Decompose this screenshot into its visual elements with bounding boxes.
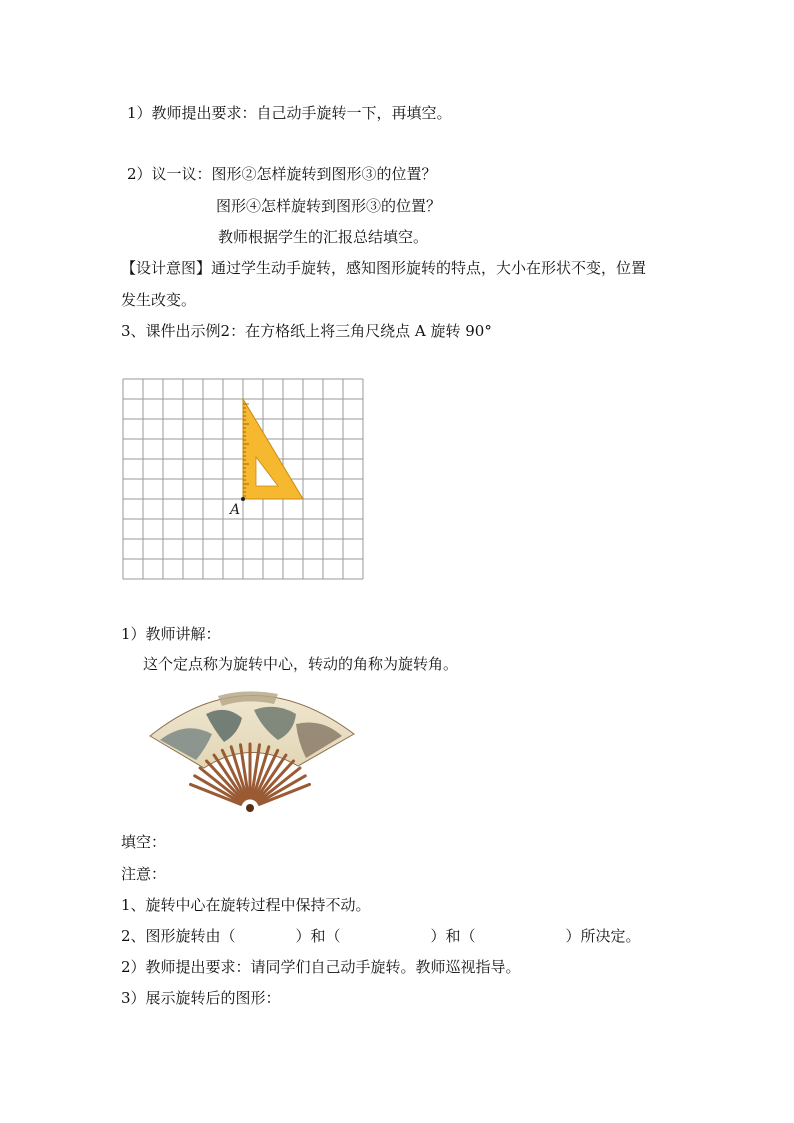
line-note: 注意： — [121, 865, 167, 883]
point-a-label: A — [230, 502, 241, 518]
line-example-2: 3、课件出示例2：在方格纸上将三角尺绕点 A 旋转 90° — [121, 322, 492, 340]
triangle-ruler — [243, 399, 303, 499]
line-discuss-2: 图形④怎样旋转到图形③的位置？ — [216, 197, 442, 215]
fan-image — [146, 684, 360, 816]
point-a-dot — [241, 497, 245, 501]
line-show-result: 3）展示旋转后的图形： — [121, 989, 281, 1007]
line-teacher-explain: 1）教师讲解： — [121, 625, 221, 643]
line-teacher-request-1: 1）教师提出要求：自己动手旋转一下，再填空。 — [127, 104, 452, 122]
line-design-intent: 【设计意图】通过学生动手旋转，感知图形旋转的特点，大小在形状不变，位置 — [121, 259, 647, 277]
line-definition: 这个定点称为旋转中心，转动的角称为旋转角。 — [143, 655, 459, 673]
fan-pivot — [246, 804, 254, 812]
line-design-intent-cont: 发生改变。 — [121, 291, 197, 309]
line-note-1: 1、旋转中心在旋转过程中保持不动。 — [121, 896, 371, 914]
line-teacher-summary: 教师根据学生的汇报总结填空。 — [218, 228, 429, 246]
grid-triangle-figure — [122, 378, 366, 582]
line-discuss-1: 2）议一议：图形②怎样旋转到图形③的位置？ — [127, 165, 437, 183]
line-note-2: 2、图形旋转由（ ）和（ ）和（ ）所决定。 — [121, 927, 641, 945]
line-teacher-request-2: 2）教师提出要求：请同学们自己动手旋转。教师巡视指导。 — [121, 958, 521, 976]
line-fill-in: 填空： — [121, 833, 167, 851]
